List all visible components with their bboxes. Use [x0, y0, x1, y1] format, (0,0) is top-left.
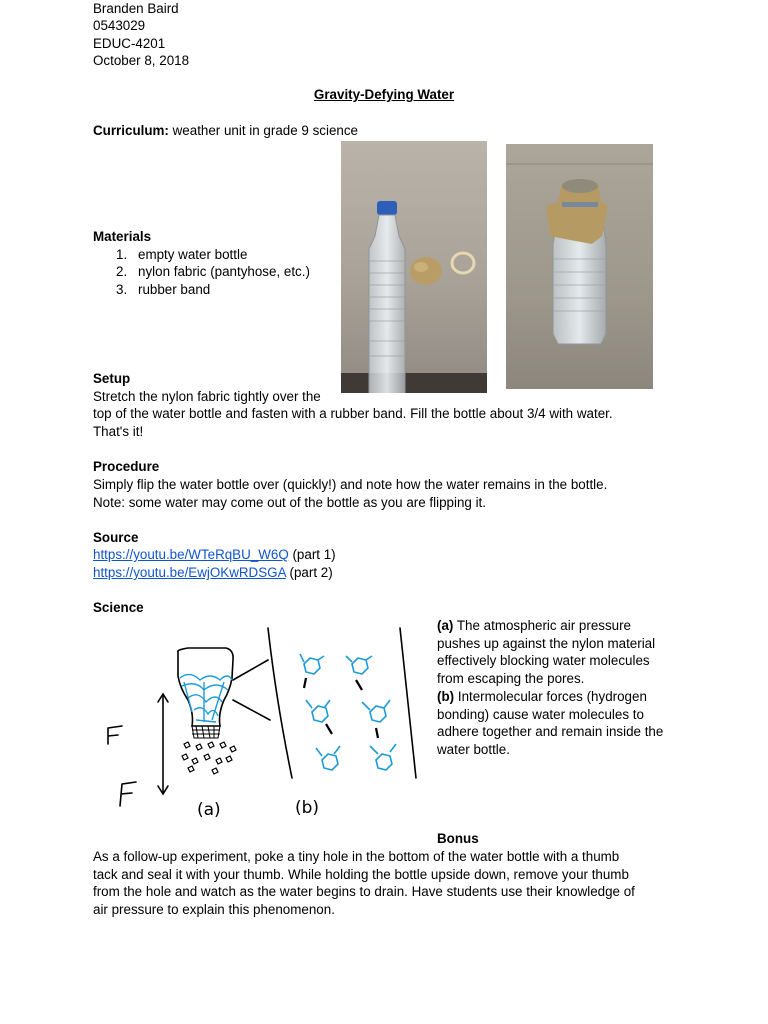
procedure-line-1: Simply flip the water bottle over (quickly!) and note how the water remains in the bottle. [93, 477, 608, 492]
list-item [116, 246, 247, 263]
curriculum-text: weather unit in grade 9 science [172, 123, 358, 138]
list-number: 3. [116, 282, 128, 297]
setup-heading: Setup [93, 371, 131, 386]
page-title: Gravity-Defying Water [313, 87, 455, 102]
list-text: empty water bottle [138, 247, 248, 262]
curriculum-line [93, 122, 358, 139]
diagram-label-a: (a) [197, 800, 221, 820]
source-line-2 [93, 564, 333, 581]
note-label: (b) [437, 689, 455, 704]
f-air-glyph [108, 726, 122, 744]
document-date: October 8, 2018 [93, 53, 190, 68]
source-heading: Source [93, 530, 139, 545]
note-label: (a) [437, 618, 454, 633]
materials-heading: Materials [93, 229, 152, 244]
list-text: nylon fabric (pantyhose, etc.) [138, 264, 310, 279]
procedure-line-2: Note: some water may come out of the bottle as you are flipping it. [93, 495, 486, 510]
source-link-part-1[interactable]: https://youtu.be/WTeRqBU_W6Q [93, 547, 289, 562]
setup-line-1: Stretch the nylon fabric tightly over the [93, 389, 321, 404]
list-text: rubber band [138, 282, 211, 297]
science-diagram-svg [100, 620, 425, 830]
curriculum-label: Curriculum: [93, 123, 169, 138]
course-code: EDUC-4201 [93, 36, 166, 51]
list-item [116, 263, 310, 280]
bonus-line-2: tack and seal it with your thumb. While holding the bottle upside down, remove your thumb [93, 867, 629, 882]
source-link-part-2[interactable]: https://youtu.be/EwjOKwRDSGA [93, 565, 286, 580]
diagram-label-b: (b) [295, 798, 320, 818]
f-g-glyph [120, 782, 136, 806]
setup-line-2: top of the water bottle and fasten with a rubber band. Fill the bottle about 3/4 with water. [93, 406, 613, 421]
bonus-heading: Bonus [437, 831, 479, 846]
science-heading: Science [93, 600, 144, 615]
nylon-fabric-icon [410, 257, 442, 285]
photo-materials-image [341, 141, 487, 393]
science-note-b [437, 688, 677, 758]
source-suffix: (part 1) [292, 547, 336, 562]
list-number: 1. [116, 247, 128, 262]
source-line-1 [93, 546, 336, 563]
source-suffix: (part 2) [289, 565, 333, 580]
student-id: 0543029 [93, 18, 146, 33]
photo-setup [506, 144, 653, 389]
list-number: 2. [116, 264, 128, 279]
bonus-line-1: As a follow-up experiment, poke a tiny hole in the bottom of the water bottle with a thumb [93, 849, 620, 864]
setup-line-3: That's it! [93, 424, 144, 439]
science-note-a [437, 617, 677, 687]
list-item [116, 281, 210, 298]
photo-materials [341, 141, 487, 393]
bonus-line-3: from the hole and watch as the water begins to drain. Have students use their knowledge of [93, 884, 635, 899]
bonus-line-4: air pressure to explain this phenomenon. [93, 902, 335, 917]
procedure-heading: Procedure [93, 459, 160, 474]
bottle-cap-icon [377, 201, 397, 215]
note-text: Intermolecular forces (hydrogen bonding) cause water molecules to adhere together and remain inside the water bottle. [437, 689, 664, 757]
photo-setup-image [506, 144, 653, 389]
note-text: The atmospheric air pressure pushes up against the nylon material effectively blocking water molecules from escaping the pores. [437, 618, 656, 686]
science-diagram [100, 620, 425, 830]
author-name: Branden Baird [93, 1, 179, 16]
water-molecules-icon [300, 654, 396, 770]
